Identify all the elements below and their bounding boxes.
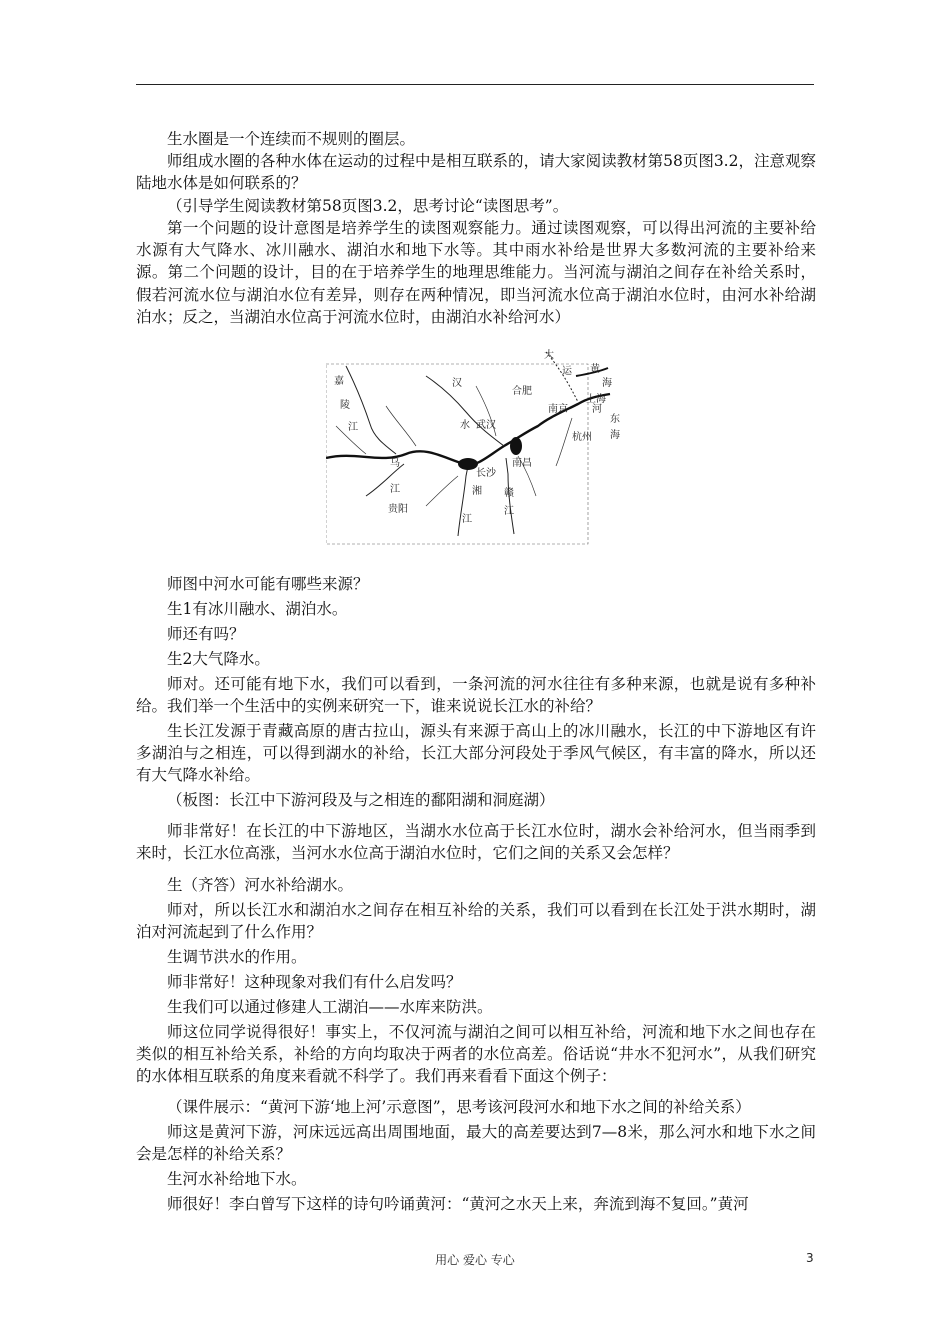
map-label: 合肥 [512,386,532,397]
map-label: 长沙 [476,468,496,479]
dongting-lake [458,458,478,470]
map-label: 海 [610,430,620,441]
poyang-lake [510,437,522,455]
paragraph: 师这位同学说得很好！事实上，不仅河流与湖泊之间可以相互补给，河流和地下水之间也存在类似的相互补给关系，补给的方向均取决于两者的水位高差。俗话说“井水不犯河水”，从我们研究的水体相互联系的角度来看就不科学了。我们再来看看下面这个例子： [136,1023,816,1086]
map-label: 乌 [390,458,400,469]
paragraph: 师对。还可能有地下水，我们可以看到，一条河流的河水往往有多种来源，也就是说有多种补给。我们举一个生活中的实例来研究一下，谁来说说长江水的补给？ [136,675,816,716]
paragraph: 师这是黄河下游，河床远远高出周围地面，最大的高差要达到7—8米，那么河水和地下水之间会是怎样的补给关系？ [136,1123,816,1164]
paragraph: 生调节洪水的作用。 [167,948,307,966]
map-label: 上海 [586,394,606,405]
map-label: 湘 [472,486,482,497]
han-river [426,376,504,446]
footer-text: 用心 爱心 专心 [435,1253,515,1267]
paragraph: 生2大气降水。 [167,650,270,668]
map-label: 杭州 [572,432,592,443]
map-label: 江 [462,514,472,525]
map-label: 南京 [548,404,568,415]
paragraph: 生1有冰川融水、湖泊水。 [167,600,348,618]
page-number: 3 [806,1251,814,1265]
header-rule [136,84,814,85]
map-label: 水 [460,420,470,431]
xiang-river [458,466,468,536]
map-label: 海 [602,378,612,389]
paragraph: 师非常好！这种现象对我们有什么启发吗？ [167,973,462,991]
map-label: 嘉 [334,376,344,387]
map-label: 东 [610,414,620,425]
river-map-svg [326,346,626,546]
map-label: 江 [390,484,400,495]
map-label: 武汉 [476,420,496,431]
map-label: 贵阳 [388,504,408,515]
paragraph: （引导学生阅读教材第58页图3.2，思考讨论“读图思考”。 [167,197,569,215]
paragraph: 生水圈是一个连续而不规则的圈层。 [167,130,416,148]
map-label: 运 [562,366,572,377]
map-label: 河 [592,404,602,415]
map-label: 江 [348,422,358,433]
map-label: 南昌 [512,458,532,469]
paragraph: 师非常好！在长江的中下游地区，当湖水水位高于长江水位时，湖水会补给河水，但当雨季到来时，长江水位高涨，当河水水位高于湖泊水位时，它们之间的关系又会怎样？ [136,822,816,863]
map-label: 陵 [340,400,350,411]
map-label: 赣 [504,488,514,499]
map-label: 黄 [590,364,600,375]
paragraph: 生长江发源于青藏高原的唐古拉山，源头有来源于高山上的冰川融水，长江的中下游地区有许多湖泊与之相连，可以得到湖水的补给，长江大部分河段处于季风气候区，有丰富的降水，所以还有大气降水补给。 [136,722,816,785]
yangtze-river-map [326,346,626,546]
paragraph: 生（齐答）河水补给湖水。 [167,876,354,894]
paragraph: 生河水补给地下水。 [167,1170,307,1188]
map-label: 大 [544,350,554,361]
paragraph: 师对，所以长江水和湖泊水之间存在相互补给的关系，我们可以看到在长江处于洪水期时，湖泊对河流起到了什么作用？ [136,901,816,942]
paragraph: 师还有吗？ [167,625,245,643]
paragraph: 师图中河水可能有哪些来源？ [167,575,369,593]
map-label: 江 [504,506,514,517]
map-border [326,364,588,544]
paragraph: （板图：长江中下游河段及与之相连的鄱阳湖和洞庭湖） [167,791,555,809]
paragraph: 第一个问题的设计意图是培养学生的读图观察能力。通过读图观察，可以得出河流的主要补给水源有大气降水、冰川融水、湖泊水和地下水等。其中雨水补给是世界大多数河流的主要补给来源。第二个问题的设计，目的在于培养学生的地理思维能力。当河流与湖泊之间存在补给关系时，假若河流水位与湖泊水位有差异，则存在两种情况，即当河流水位高于湖泊水位时，由河水补给湖泊水；反之，当湖泊水位高于河流水位时，由湖泊水补给河水） [136,219,816,326]
paragraph: 生我们可以通过修建人工湖泊——水库来防洪。 [167,998,493,1016]
paragraph: （课件展示：“黄河下游‘地上河’示意图”，思考该河段河水和地下水之间的补给关系） [167,1098,751,1116]
paragraph: 师组成水圈的各种水体在运动的过程中是相互联系的，请大家阅读教材第58页图3.2，注意观察陆地水体是如何联系的？ [136,152,816,193]
paragraph: 师很好！李白曾写下这样的诗句吟诵黄河：“黄河之水天上来，奔流到海不复回。”黄河 [167,1195,749,1213]
map-label: 汉 [452,378,462,389]
